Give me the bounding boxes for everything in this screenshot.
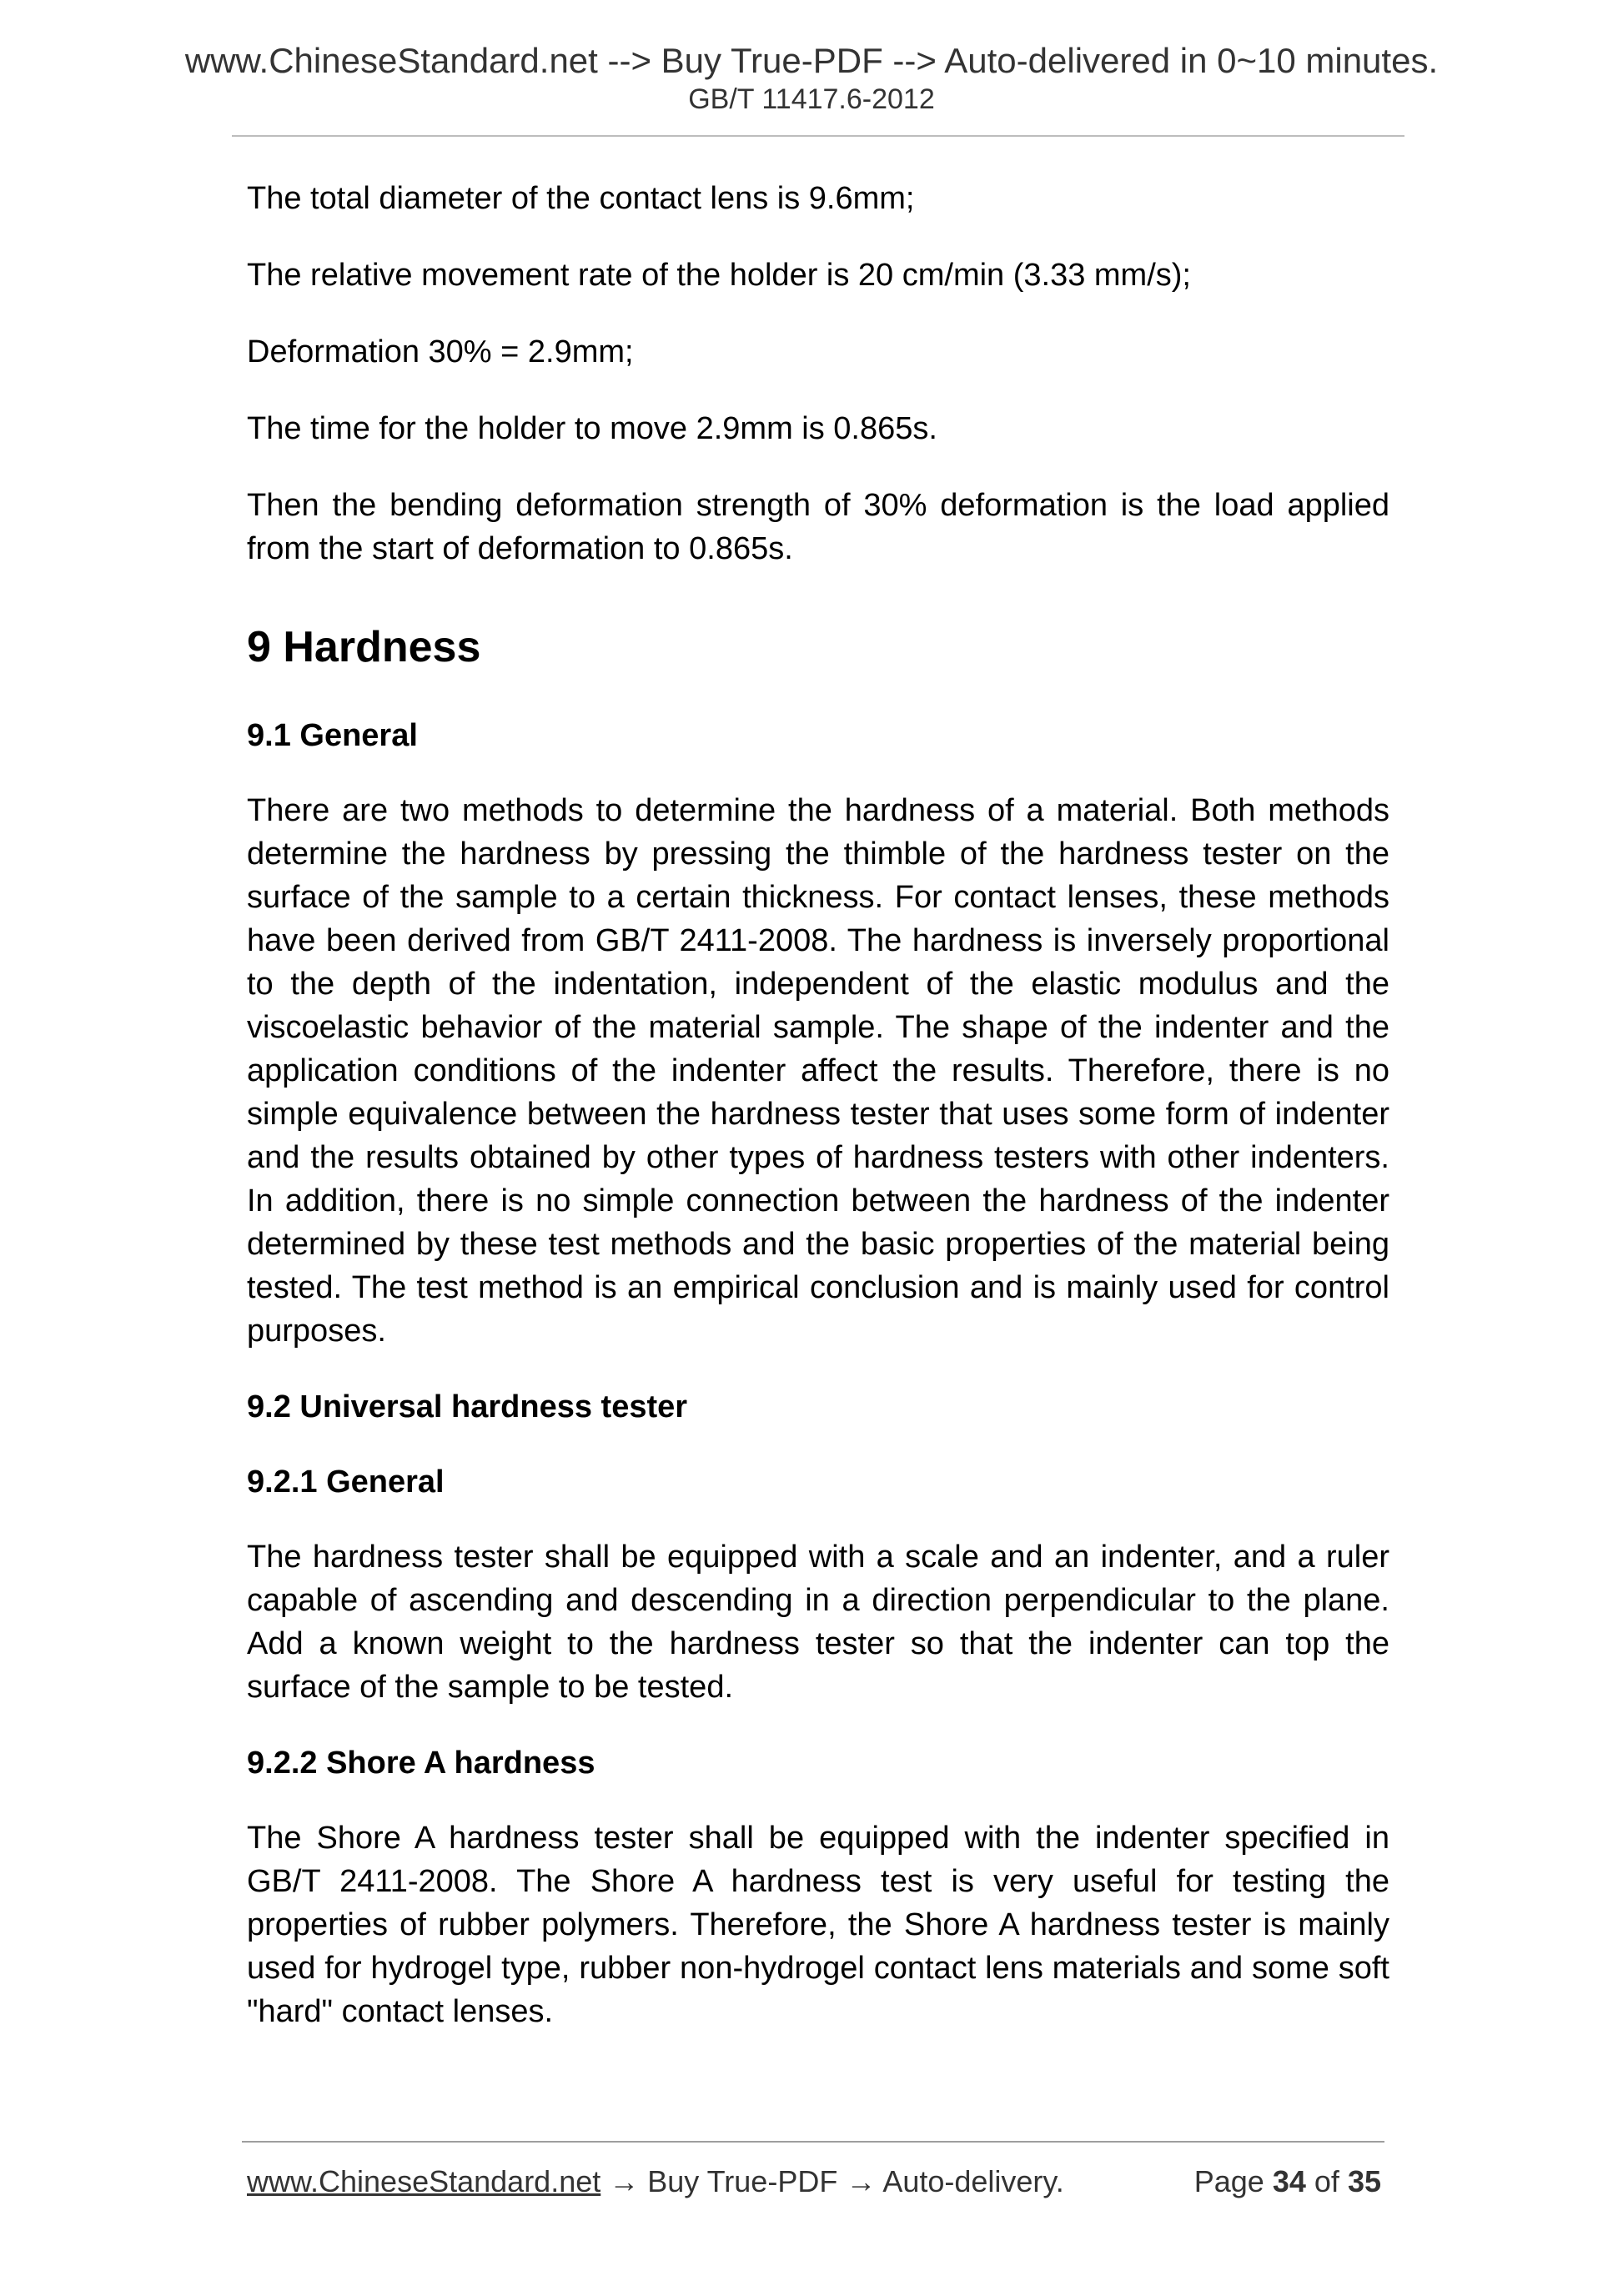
section-9-heading: 9 Hardness <box>247 623 481 671</box>
section-9-2-1-paragraph: The hardness tester shall be equipped with a scale and an indenter, and a ruler capable of ascending and descending in a direction perpendicular to the plane. Add a known weight to the hardness tester so that the indenter can top the surface of the sample to be tested. <box>247 1540 1389 1705</box>
section-9-2-heading: 9.2 Universal hardness tester <box>247 1389 688 1424</box>
footer-tagline: → Buy True-PDF → Auto-delivery. <box>600 2164 1064 2198</box>
page-current: 34 <box>1272 2164 1306 2198</box>
section-9-2-2-heading: 9.2.2 Shore A hardness <box>247 1746 595 1781</box>
page-of-label: of <box>1314 2164 1339 2198</box>
intro-line-movement-rate: The relative movement rate of the holder is 20 cm/min (3.33 mm/s); <box>247 258 1191 293</box>
page-label: Page <box>1193 2164 1264 2198</box>
intro-line-deformation: Deformation 30% = 2.9mm; <box>247 334 634 369</box>
footer-site-link[interactable]: www.ChineseStandard.net <box>247 2164 601 2198</box>
page-indicator <box>1194 2163 1381 2200</box>
footer-divider <box>242 2141 1384 2143</box>
intro-line-holder-time: The time for the holder to move 2.9mm is 0.865s. <box>247 411 937 446</box>
section-9-2-1-heading: 9.2.1 General <box>247 1465 445 1500</box>
section-9-1-heading: 9.1 General <box>247 718 418 753</box>
section-9-1-paragraph: There are two methods to determine the hardness of a material. Both methods determine the hardness by pressing the thimble of the hardness tester on the surface of the sample to a certain thickness. For contact lenses, these methods have been derived from GB/T 2411-2008. The hardness is inversely proportional to the depth of the indentation, independent of the elastic modulus and the viscoelastic behavior of the material sample. The shape of the indenter and the application conditions of the indenter affect the results. Therefore, there is no simple equivalence between the hardness tester that uses some form of indenter and the results obtained by other types of hardness testers with other indenters. In addition, there is no simple connection between the hardness of the indenter determined by these test methods and the basic properties of the material being tested. The test method is an empirical conclusion and is mainly used for control purposes. <box>247 793 1389 1349</box>
header-divider <box>232 135 1404 137</box>
page-content <box>247 177 1389 2066</box>
footer-promo <box>247 2163 1064 2200</box>
section-9-2-2-paragraph: The Shore A hardness tester shall be equipped with the indenter specified in GB/T 2411-2008. The Shore A hardness test is very useful for testing the properties of rubber polymers. Therefore, the Shore A hardness tester is mainly used for hydrogel type, rubber non-hydrogel contact lens materials and some soft "hard" contact lenses. <box>247 1821 1389 2029</box>
document-code: GB/T 11417.6-2012 <box>688 83 935 115</box>
page-total: 35 <box>1347 2164 1381 2198</box>
intro-line-bending-strength: Then the bending deformation strength of 30% deformation is the load applied from the start of deformation to 0.865s. <box>247 488 1389 566</box>
top-banner: www.ChineseStandard.net --> Buy True-PDF --> Auto-delivered in 0~10 minutes. <box>184 41 1439 80</box>
intro-line-lens-diameter: The total diameter of the contact lens is 9.6mm; <box>247 181 915 216</box>
